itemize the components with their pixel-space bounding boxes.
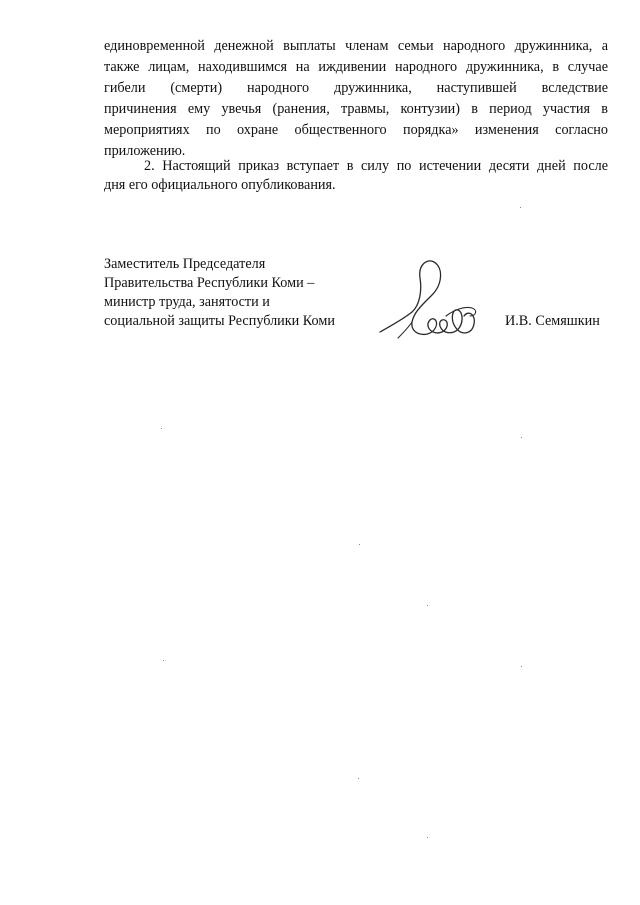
signer-name: И.В. Семяшкин xyxy=(505,313,600,329)
scan-speck xyxy=(427,605,428,606)
signature-stroke-tail xyxy=(398,322,412,338)
signer-position-line-3: министр труда, занятости и xyxy=(104,294,270,310)
scan-speck xyxy=(427,837,428,838)
paragraph-1-line-5: мероприятиях по охране общественного порядка» изменения согласно xyxy=(104,122,608,138)
scan-speck xyxy=(358,778,359,779)
paragraph-1-line-1: единовременной денежной выплаты членам семьи народного дружинника, а xyxy=(104,38,608,54)
scan-speck xyxy=(359,544,360,545)
paragraph-1-line-4: причинения ему увечья (ранения, травмы, контузии) в период участия в xyxy=(104,101,608,117)
paragraph-1-line-3: гибели (смерти) народного дружинника, наступившей вследствие xyxy=(104,80,608,96)
scan-speck xyxy=(161,428,162,429)
signer-position-line-1: Заместитель Председателя xyxy=(104,256,266,272)
handwritten-signature xyxy=(372,250,502,350)
paragraph-2-line-1: 2. Настоящий приказ вступает в силу по истечении десяти дней после xyxy=(144,158,608,174)
paragraph-1-line-6: приложению. xyxy=(104,143,186,159)
scan-speck xyxy=(520,207,521,208)
scan-speck xyxy=(521,437,522,438)
signer-position-line-2: Правительства Республики Коми – xyxy=(104,275,315,291)
scan-speck xyxy=(163,660,164,661)
signature-stroke-main xyxy=(380,261,474,335)
paragraph-1-line-2: также лицам, находившимся на иждивении народного дружинника, в случае xyxy=(104,59,608,75)
paragraph-2-line-2: дня его официального опубликования. xyxy=(104,177,336,193)
signer-position-line-4: социальной защиты Республики Коми xyxy=(104,313,335,329)
scan-speck xyxy=(521,666,522,667)
